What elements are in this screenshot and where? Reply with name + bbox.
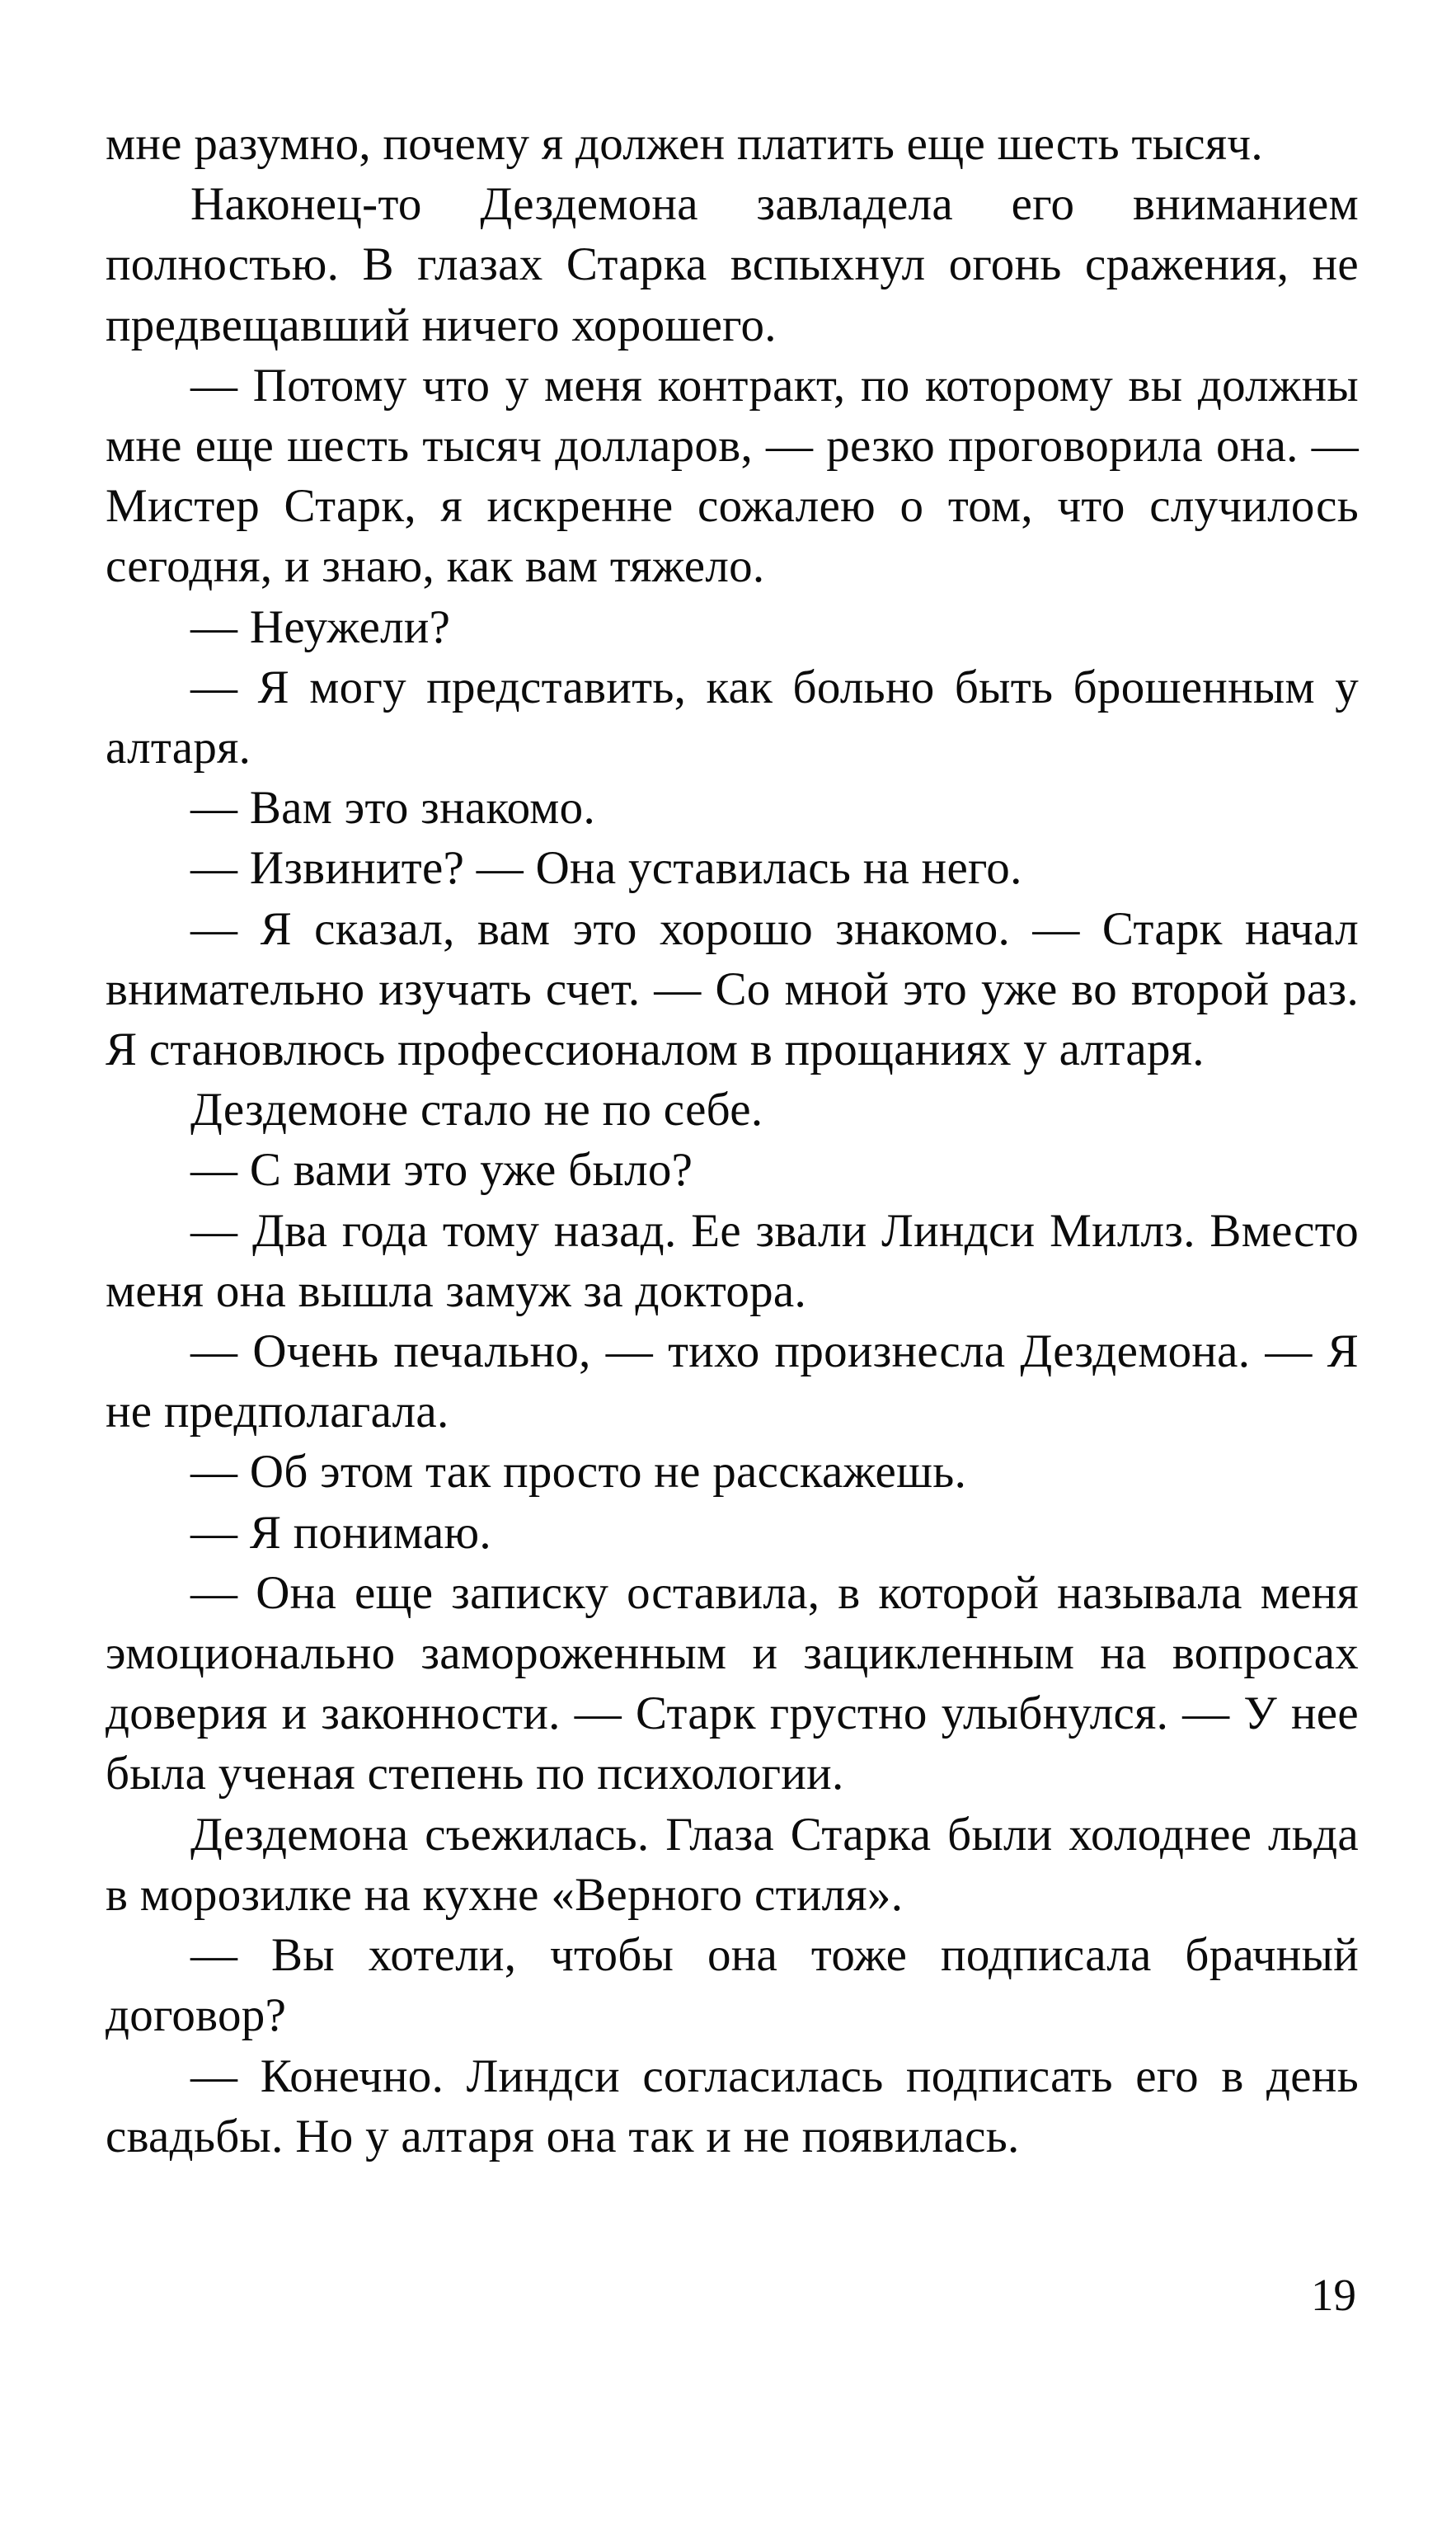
paragraph: Наконец-то Дездемона завладела его вниманием полностью. В глазах Старка вспыхнул огонь сражения, не предвещавший ничего хорошего. [106,178,1359,351]
paragraph: — Извините? — Она уставилась на него. [190,842,1022,895]
paragraph: — С вами это уже было? [190,1144,693,1197]
paragraph: — Я понимаю. [190,1506,491,1559]
paragraph: Дездемоне стало не по себе. [190,1084,763,1136]
paragraph: — Потому что у меня контракт, по которому вы должны мне еще шесть тысяч долларов, — резко проговорила она. — Мистер Старк, я искренне сожалею о том, что случилось сегодня, и знаю, как вам тяжело. [106,359,1359,593]
paragraph: — Об этом так просто не расскажешь. [190,1446,967,1499]
paragraph: — Вы хотели, чтобы она тоже подписала брачный договор? [106,1929,1359,2042]
paragraph: — Конечно. Линдси согласилась подписать его в день свадьбы. Но у алтаря она так и не появилась. [106,2049,1359,2162]
paragraph: — Два года тому назад. Ее звали Линдси Миллз. Вместо меня она вышла замуж за доктора. [106,1204,1359,1317]
page-number: 19 [1311,2270,1356,2320]
paragraph: — Неужели? [190,600,451,653]
paragraph: — Вам это знакомо. [190,782,596,835]
paragraph: — Я могу представить, как больно быть брошенным у алтаря. [106,661,1359,774]
page-body-text [106,114,1359,2167]
paragraph: — Очень печально, — тихо произнесла Дездемона. — Я не предполагала. [106,1325,1359,1438]
paragraph: — Я сказал, вам это хорошо знакомо. — Старк начал внимательно изучать счет. — Со мной это уже во второй раз. Я становлюсь профессионалом в прощаниях у алтаря. [106,902,1359,1076]
paragraph: мне разумно, почему я должен платить еще шесть тысяч. [106,118,1263,170]
paragraph: — Она еще записку оставила, в которой называла меня эмоционально замороженным и зацикленным на вопросах доверия и законности. — Старк грустно улыбнулся. — У нее была ученая степень по психологии. [106,1566,1359,1800]
paragraph: Дездемона съежилась. Глаза Старка были холоднее льда в морозилке на кухне «Верного стиля». [106,1808,1359,1921]
